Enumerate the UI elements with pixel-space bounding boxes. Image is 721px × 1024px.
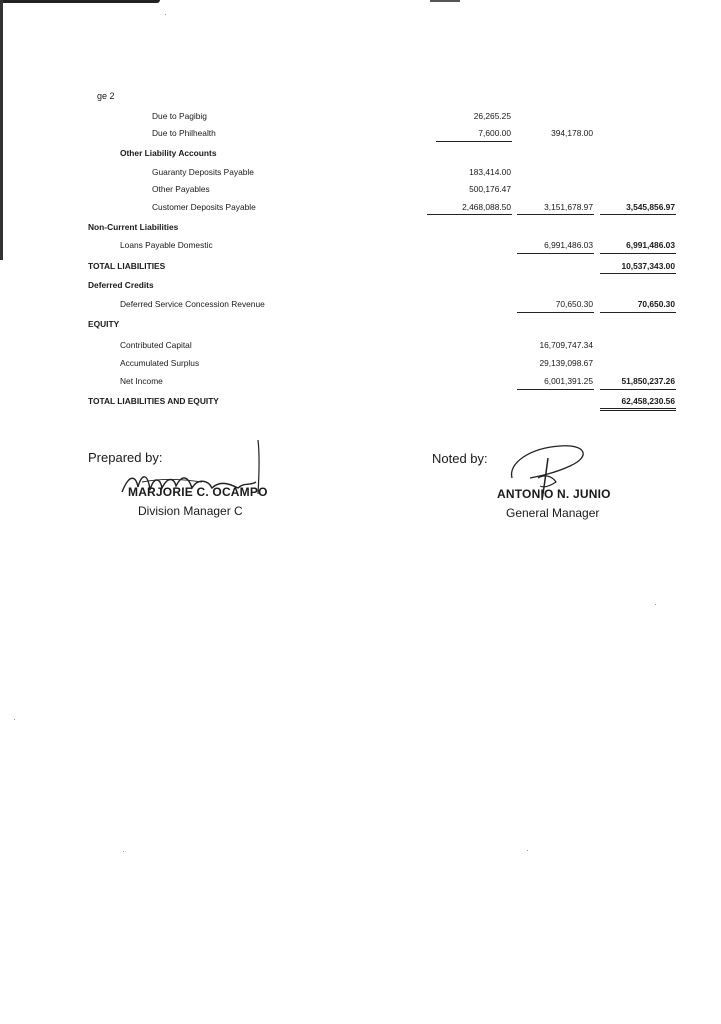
page-label: ge 2 [97,91,115,101]
amount-col1: 500,176.47 [469,184,511,194]
section-heading: Non-Current Liabilities [88,222,179,232]
amount-col3: 70,650.30 [637,299,675,309]
table-row [0,167,721,181]
prepared-by-caption: Prepared by: [88,450,163,465]
underline-rule [600,273,676,274]
row-label: Contributed Capital [120,340,192,350]
double-underline-rule [600,410,676,411]
underline-rule [517,214,594,215]
row-label: Accumulated Surplus [120,358,200,368]
amount-col2: 70,650.30 [555,299,593,309]
scan-speck [123,851,124,852]
underline-rule [600,408,676,409]
noted-by-caption: Noted by: [432,451,488,466]
underline-rule [427,214,512,215]
scan-speck [655,604,656,605]
table-row [0,319,721,333]
total-label: TOTAL LIABILITIES [88,261,166,271]
underline-rule [517,389,594,390]
amount-col2: 6,991,486.03 [544,240,593,250]
underline-rule [600,312,676,313]
row-label: Guaranty Deposits Payable [152,167,254,177]
table-row [0,148,721,162]
amount-col3: 3,545,856.97 [626,202,675,212]
amount-col1: 7,600.00 [478,128,511,138]
underline-rule [436,141,512,142]
table-row [0,299,721,313]
table-row [0,340,721,354]
underline-rule [600,214,676,215]
amount-col3: 51,850,237.26 [621,376,675,386]
row-label: Due to Pagibig [152,111,207,121]
table-row [0,222,721,236]
scan-speck [165,14,166,15]
table-row [0,280,721,294]
amount-col3: 10,537,343.00 [621,261,675,271]
amount-col2: 3,151,678.97 [544,202,593,212]
underline-rule [517,253,594,254]
row-label: Other Payables [152,184,210,194]
noted-by-title: General Manager [506,506,600,520]
prepared-by-signature [112,432,277,502]
row-label: Net Income [120,376,163,386]
section-heading: Deferred Credits [88,280,154,290]
scan-edge-mark [430,0,460,2]
amount-col2: 6,001,391.25 [544,376,593,386]
table-row [0,376,721,390]
section-heading: Other Liability Accounts [120,148,217,158]
scan-edge-mark [0,0,160,3]
underline-rule [517,312,594,313]
amount-col3: 6,991,486.03 [626,240,675,250]
amount-col1: 183,414.00 [469,167,511,177]
prepared-by-title: Division Manager C [138,504,243,518]
scan-speck [14,719,15,720]
row-label: Due to Philhealth [152,128,216,138]
section-heading: EQUITY [88,319,120,329]
scan-speck [527,850,528,851]
row-label: Deferred Service Concession Revenue [120,299,265,309]
amount-col1: 26,265.25 [473,111,511,121]
noted-by-name: ANTONIO N. JUNIO [497,487,611,501]
table-row [0,111,721,125]
row-label: Loans Payable Domestic [120,240,213,250]
amount-col2: 16,709,747.34 [539,340,593,350]
amount-col2: 29,139,098.67 [539,358,593,368]
total-label: TOTAL LIABILITIES AND EQUITY [88,396,219,406]
noted-by-signature [500,438,600,508]
underline-rule [600,389,676,390]
amount-col1: 2,468,088.50 [462,202,511,212]
amount-col2: 394,178.00 [551,128,593,138]
underline-rule [600,253,676,254]
table-row [0,128,721,142]
table-row [0,358,721,372]
row-label: Customer Deposits Payable [152,202,256,212]
prepared-by-name: MARJORIE C. OCAMPO [128,485,268,499]
amount-col3: 62,458,230.56 [621,396,675,406]
table-row [0,184,721,198]
table-row [0,240,721,254]
